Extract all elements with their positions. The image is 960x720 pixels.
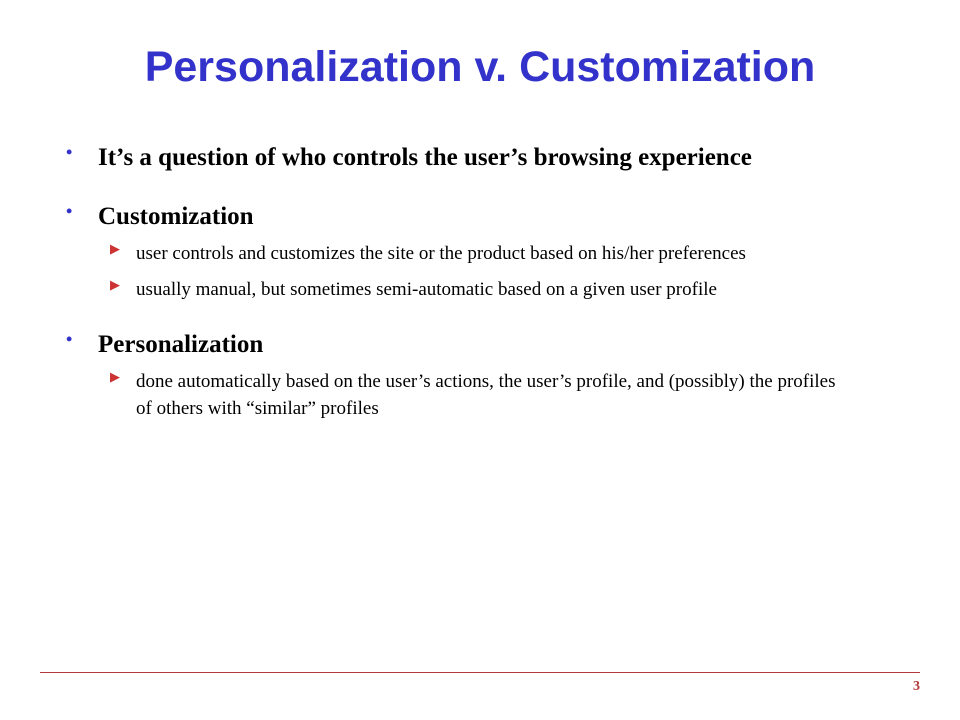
sub-bullet-item — [110, 240, 856, 267]
bullet-text: Customization — [98, 203, 254, 230]
footer-divider — [40, 672, 920, 673]
bullet-item — [66, 199, 926, 234]
sub-bullet-text: usually manual, but sometimes semi-automatic based on a given user profile — [136, 279, 717, 300]
bullet-item — [66, 327, 926, 362]
bullet-icon: • — [66, 201, 73, 221]
bullet-icon: • — [66, 329, 73, 349]
bullet-item — [66, 140, 926, 175]
slide-title: Personalization v. Customization — [144, 43, 816, 91]
sub-bullet-item — [110, 368, 856, 422]
sub-bullet-text: user controls and customizes the site or the product based on his/her preferences — [136, 243, 746, 264]
slide-content — [66, 140, 926, 422]
triangle-bullet-icon: ▶ — [110, 277, 120, 292]
triangle-bullet-icon: ▶ — [110, 241, 120, 256]
triangle-bullet-icon: ▶ — [110, 369, 120, 384]
page-number: 3 — [913, 679, 920, 694]
bullet-text: Personalization — [98, 331, 264, 358]
sub-bullet-text: done automatically based on the user’s actions, the user’s profile, and (possibly) the profiles of others with “similar” profiles — [136, 371, 836, 419]
bullet-text: It’s a question of who controls the user’s browsing experience — [98, 144, 752, 171]
sub-bullet-item — [110, 276, 856, 303]
bullet-icon: • — [66, 142, 73, 162]
